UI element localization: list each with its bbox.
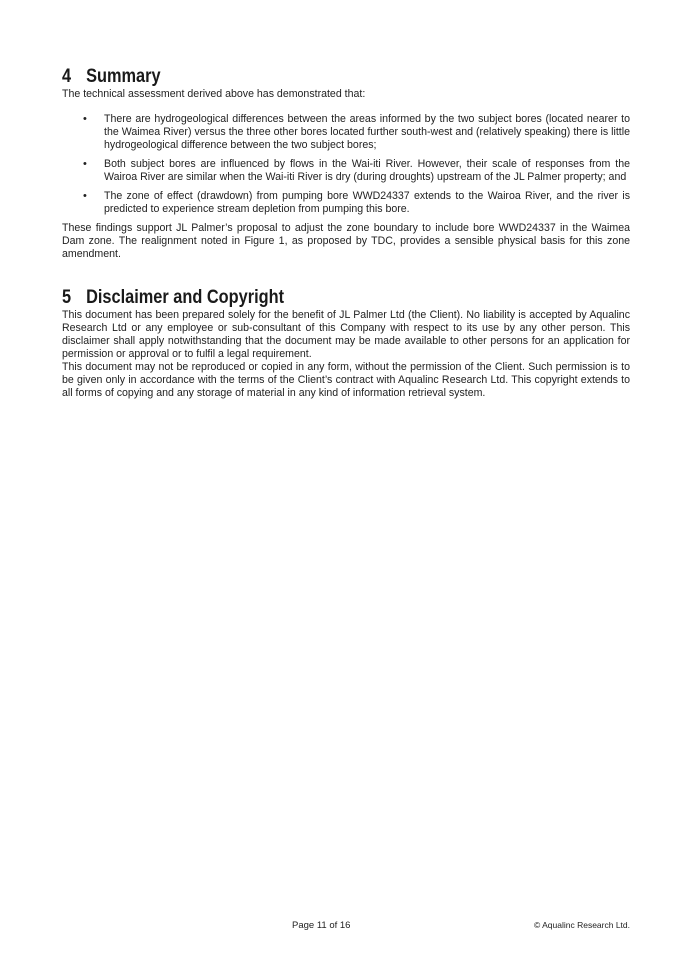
- summary-bullet-text: The zone of effect (drawdown) from pumping bore WWD24337 extends to the Wairoa River, and the river is predicted to experience stream depletion from pumping this bore.: [104, 190, 630, 215]
- summary-bullet: [62, 113, 630, 152]
- section-5-number: 5: [62, 287, 72, 308]
- disclaimer-paragraph: This document has been prepared solely for the benefit of JL Palmer Ltd (the Client). No liability is accepted by Aqualinc Research Ltd or any employee or sub-consultant of this Company with respect to its use by any other person. This disclaimer shall apply notwithstanding that the document may be made available to other persons for an application for permission or approval or to fulfil a legal requirement.: [62, 309, 630, 360]
- section-5-heading: [62, 287, 550, 309]
- section-4-title: Summary: [86, 66, 161, 87]
- section-5-title: Disclaimer and Copyright: [86, 287, 285, 308]
- bullet-icon: •: [83, 113, 87, 125]
- page-content: [62, 66, 630, 400]
- page-footer: [62, 920, 630, 934]
- section-4-number: 4: [62, 66, 72, 87]
- summary-bullet: [62, 158, 630, 184]
- copyright-paragraph: This document may not be reproduced or copied in any form, without the permission of the Client. Such permission is to be given only in accordance with the terms of the Client’s contract with Aqualinc Research Ltd. This copyright extends to all forms of copying and any storage of material in any kind of information retrieval system.: [62, 361, 630, 399]
- summary-intro: The technical assessment derived above has demonstrated that:: [62, 88, 366, 100]
- summary-findings: These findings support JL Palmer’s proposal to adjust the zone boundary to include bore WWD24337 in the Waimea Dam zone. The realignment noted in Figure 1, as proposed by TDC, provides a sensible physical basis for this zone amendment.: [62, 222, 630, 260]
- bullet-icon: •: [83, 158, 87, 170]
- summary-bullet-list: [62, 113, 630, 216]
- page-number: Page 11 of 16: [292, 920, 351, 931]
- summary-bullet-text: There are hydrogeological differences between the areas informed by the two subject bores (located nearer to the Waimea River) versus the three other bores located further south-west and (relatively speaking) there is little hydrogeological difference between the two subject bores;: [104, 113, 630, 151]
- bullet-icon: •: [83, 190, 87, 202]
- summary-bullet-text: Both subject bores are influenced by flows in the Wai-iti River. However, their scale of responses from the Wairoa River are similar when the Wai-iti River is dry (during droughts) upstream of the JL Palmer property; and: [104, 158, 630, 183]
- summary-bullet: [62, 190, 630, 216]
- footer-copyright: © Aqualinc Research Ltd.: [533, 920, 630, 930]
- section-4-heading: [62, 66, 550, 88]
